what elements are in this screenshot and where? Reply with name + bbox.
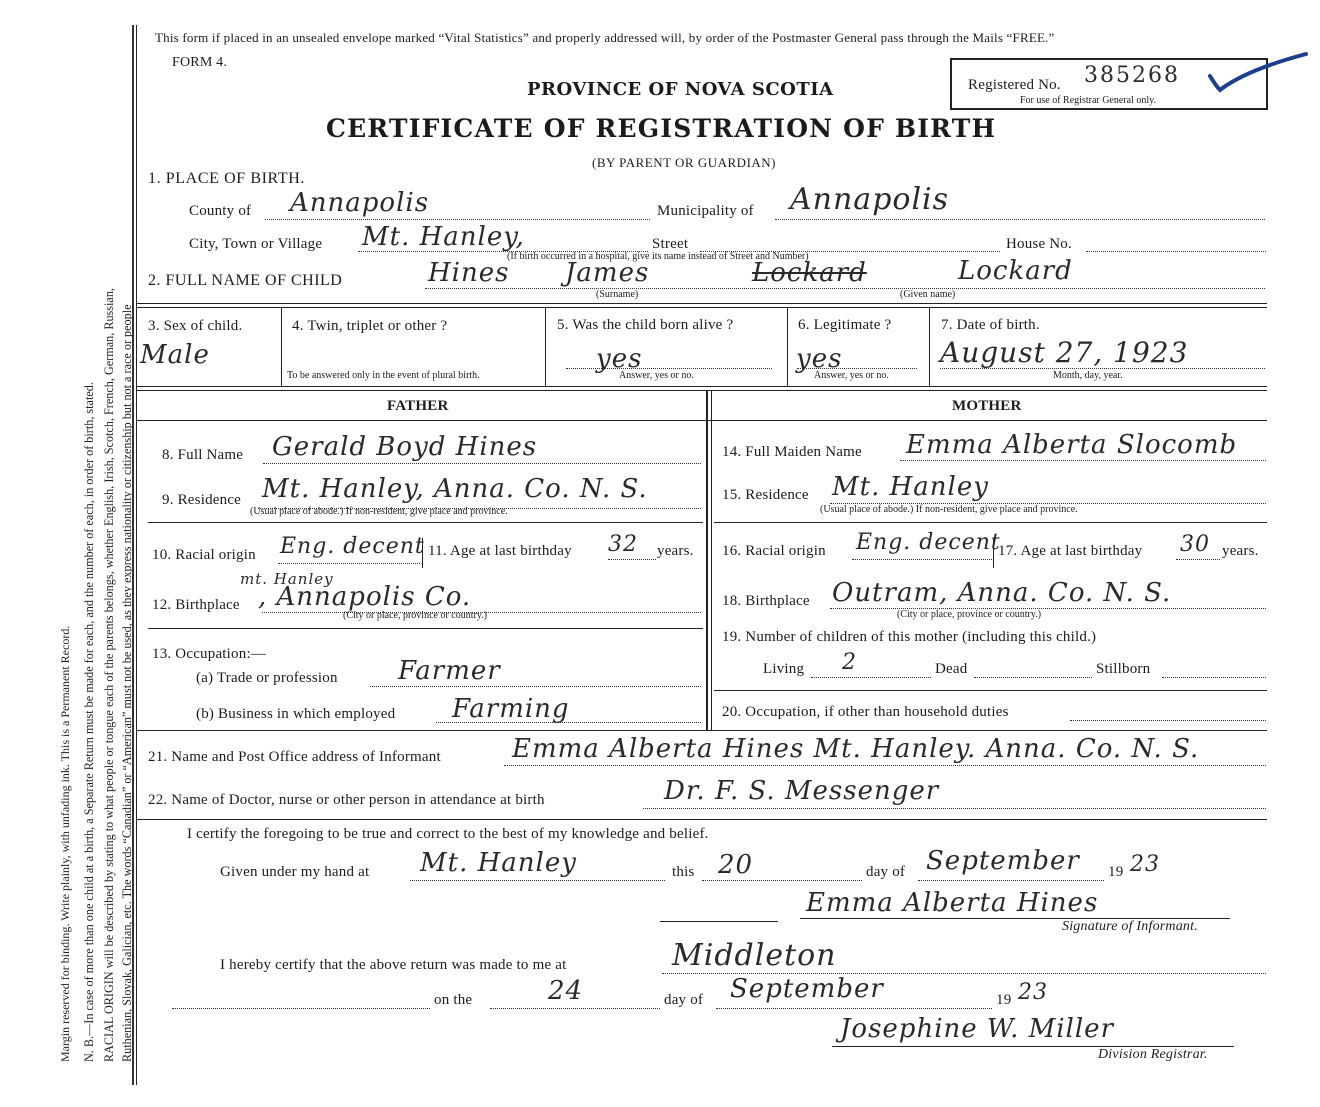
registrar-year-value: 23 [1018,980,1048,1005]
father-age-value: 32 [608,532,638,557]
section-rule-mid [137,386,1267,387]
legitimate-note: Answer, yes or no. [814,370,889,381]
mother-birthplace-line [830,608,1266,609]
dead-label: Dead [935,661,968,677]
section-rule-low [137,730,1267,731]
children-label: 19. Number of children of this mother (including this child.) [722,629,1097,645]
dead-line [974,677,1092,678]
municipality-line [775,219,1265,220]
given-day-value: 20 [718,850,754,880]
mother-racial-age-divider [993,538,994,568]
given-under-label: Given under my hand at [220,864,370,880]
twin-label: 4. Twin, triplet or other ? [292,318,448,334]
certificate-subtitle: (BY PARENT OR GUARDIAN) [592,155,777,170]
registrar-year-prefix: 19 [996,992,1012,1008]
attendant-label: 22. Name of Doctor, nurse or other person in attendance at birth [148,792,545,808]
stillborn-line [1162,677,1266,678]
row-divider-4 [929,308,930,386]
twin-note: To be answered only in the event of plural birth. [287,370,480,381]
street-note: (If birth occurred in a hospital, give its name instead of Street and Number) [507,251,809,262]
born-alive-label: 5. Was the child born alive ? [557,317,734,333]
city-label: City, Town or Village [189,236,323,252]
checkmark-icon [1206,50,1310,94]
column-divider-2 [711,391,712,731]
father-name-value: Gerald Boyd Hines [272,432,538,462]
mother-birthplace-label: 18. Birthplace [722,593,810,609]
section-rule-top-2 [137,307,1267,308]
mother-residence-note: (Usual place of abode.) If non-resident, give place and province. [820,504,1078,515]
father-name-line [263,463,701,464]
city-value: Mt. Hanley, [362,222,525,252]
county-line [265,219,650,220]
father-birthplace-value: , Annapolis Co. [258,582,472,612]
father-racial-value: Eng. decent [280,534,425,559]
informant-line [504,765,1266,766]
registrar-month-line [716,1008,992,1009]
mother-occupation-label: 20. Occupation, if other than household duties [722,704,1009,720]
mother-racial-line [852,559,992,560]
father-rule-2 [148,628,703,629]
father-birthplace-above: mt. Hanley [240,570,334,588]
margin-note-racial-origin: RACIAL ORIGIN will be described by stating to what people or tongue each of the parents belongs, whether English, Irish, Scotch, French, German, Russian, [102,288,116,1062]
mother-name-label: 14. Full Maiden Name [722,444,862,460]
attendant-value: Dr. F. S. Messenger [664,776,940,806]
registrar-on-line-left [172,1008,430,1009]
registrar-signature: Josephine W. Miller [840,1014,1114,1044]
living-label: Living [763,661,805,677]
mother-rule-1 [714,522,1267,523]
mother-residence-label: 15. Residence [722,487,809,503]
section-rule-top [137,303,1267,304]
father-residence-label: 9. Residence [162,492,242,508]
registrar-day-line [490,1008,660,1009]
father-residence-note: (Usual place of abode.) If non-resident, give place and province. [250,506,508,517]
sex-label: 3. Sex of child. [148,318,243,334]
father-birthplace-label: 12. Birthplace [152,597,240,613]
house-number-line [1086,251,1266,252]
mother-name-value: Emma Alberta Slocomb [906,430,1238,460]
row-divider-3 [787,308,788,386]
trade-label: (a) Trade or profession [196,670,338,686]
stillborn-label: Stillborn [1096,661,1151,677]
margin-note-binding: Margin reserved for binding. Write plainly, with unfading ink. This is a Permanent Record. [58,625,72,1062]
sex-value: Male [140,340,210,370]
father-residence-value: Mt. Hanley, Anna. Co. N. S. [262,474,648,504]
registered-label: Registered No. [968,77,1061,93]
mother-racial-label: 16. Racial origin [722,543,826,559]
mother-age-value: 30 [1180,532,1210,557]
section-rule-mid-2 [137,390,1267,391]
registrar-day-of-label: day of [664,992,704,1008]
born-alive-value: yes [596,344,643,374]
registrar-on-label: on the [434,992,473,1008]
living-value: 2 [842,650,857,675]
given-day-of-label: day of [866,864,906,880]
given-year-value: 23 [1130,852,1160,877]
province-heading: PROVINCE OF NOVA SCOTIA [527,79,834,100]
margin-note-racial-origin-2: Ruthenian, Slovak, Galician, etc. The words “Canadian” or “American” must not be used, as they express nationality or citizenship but not a race or people [120,304,134,1062]
registered-note: For use of Registrar General only. [1020,95,1156,106]
father-rule-1 [148,522,703,523]
informant-certification: I certify the foregoing to be true and correct to the best of my knowledge and belief. [187,826,709,842]
child-name-label: 2. FULL NAME OF CHILD [148,272,343,289]
father-name-label: 8. Full Name [162,447,244,463]
child-given-name-value: James [565,258,650,288]
mother-birthplace-note: (City or place, province or country.) [897,609,1042,620]
trade-value: Farmer [398,656,501,686]
county-value: Annapolis [290,188,430,218]
registrar-caption: Division Registrar. [1098,1047,1208,1062]
place-of-birth-heading: 1. PLACE OF BIRTH. [148,170,305,187]
trade-line [370,686,701,687]
mother-heading: MOTHER [952,398,1022,414]
legitimate-value: yes [796,344,843,374]
margin-rule-inner [136,25,137,1085]
given-name-caption: (Given name) [900,289,956,300]
registered-number: 385268 [1084,63,1180,88]
given-day-line [702,880,862,881]
county-label: County of [189,203,252,219]
mother-years-label: years. [1222,543,1259,559]
given-place-line [410,880,665,881]
informant-signature-caption: Signature of Informant. [1062,919,1198,934]
living-line [811,677,931,678]
informant-signature: Emma Alberta Hines [806,888,1099,918]
father-racial-label: 10. Racial origin [152,547,256,563]
given-year-prefix: 19 [1108,864,1124,880]
registrar-place-value: Middleton [672,938,837,973]
child-name-line [425,288,1265,289]
row-divider-1 [281,308,282,386]
margin-rule [132,25,134,1085]
date-of-birth-note: Month, day, year. [1053,370,1123,381]
given-month-line [918,880,1104,881]
father-racial-age-divider [422,538,423,568]
margin-note-plural-birth: N. B.—In case of more than one child at a birth, a Separate Return must be made for each, and the number of each, in order of birth, stated. [82,382,96,1062]
mailing-notice: This form if placed in an unsealed envelope marked “Vital Statistics” and properly addressed will, by order of the Postmaster General pass through the Mails “FREE.” [155,30,1055,45]
father-age-line [608,559,656,560]
business-value: Farming [452,694,570,724]
surname-caption: (Surname) [596,289,639,300]
father-age-label: 11. Age at last birthday [428,543,572,559]
certificate-title: CERTIFICATE OF REGISTRATION OF BIRTH [326,114,997,143]
section-rule-bottom [137,819,1267,820]
street-label: Street [652,236,689,252]
mother-birthplace-value: Outram, Anna. Co. N. S. [832,578,1172,608]
struck-through-name: Lockard [752,258,867,288]
row-divider-2 [545,308,546,386]
registrar-day-value: 24 [548,976,584,1006]
child-middle-name-value: Lockard [958,256,1073,286]
this-label: this [672,864,695,880]
mother-name-line [900,460,1266,461]
column-divider [706,391,708,731]
municipality-label: Municipality of [657,203,754,219]
mother-rule-2 [714,690,1267,691]
given-month-value: September [926,846,1080,876]
father-racial-line [278,563,420,564]
mother-residence-value: Mt. Hanley [832,472,989,502]
legitimate-label: 6. Legitimate ? [798,317,892,333]
mother-age-line [1176,559,1220,560]
given-place-value: Mt. Hanley [420,848,577,878]
house-number-label: House No. [1006,236,1072,252]
municipality-value: Annapolis [790,182,950,217]
born-alive-note: Answer, yes or no. [619,370,694,381]
informant-value: Emma Alberta Hines Mt. Hanley. Anna. Co. N. S. [512,734,1200,764]
business-label: (b) Business in which employed [196,706,396,722]
date-of-birth-line [940,368,1265,369]
mother-occupation-line [1070,720,1266,721]
date-of-birth-label: 7. Date of birth. [941,317,1040,333]
occupation-label: 13. Occupation:— [152,646,267,662]
informant-label: 21. Name and Post Office address of Informant [148,749,441,765]
form-number: FORM 4. [172,55,228,70]
legitimate-line [797,368,917,369]
columns-head-rule [137,420,1267,421]
father-heading: FATHER [387,398,449,414]
signature-left-rule [660,921,778,922]
born-alive-line [566,368,772,369]
mother-racial-value: Eng. decent [856,530,1001,555]
father-birthplace-note: (City or place, province or country.) [343,610,488,621]
mother-age-label: 17. Age at last birthday [998,543,1143,559]
child-surname-value: Hines [428,258,510,288]
date-of-birth-value: August 27, 1923 [940,336,1189,369]
registrar-certification: I hereby certify that the above return was made to me at [220,957,567,973]
registrar-month-value: September [730,974,884,1004]
father-years-label: years. [657,543,694,559]
attendant-line [643,808,1266,809]
